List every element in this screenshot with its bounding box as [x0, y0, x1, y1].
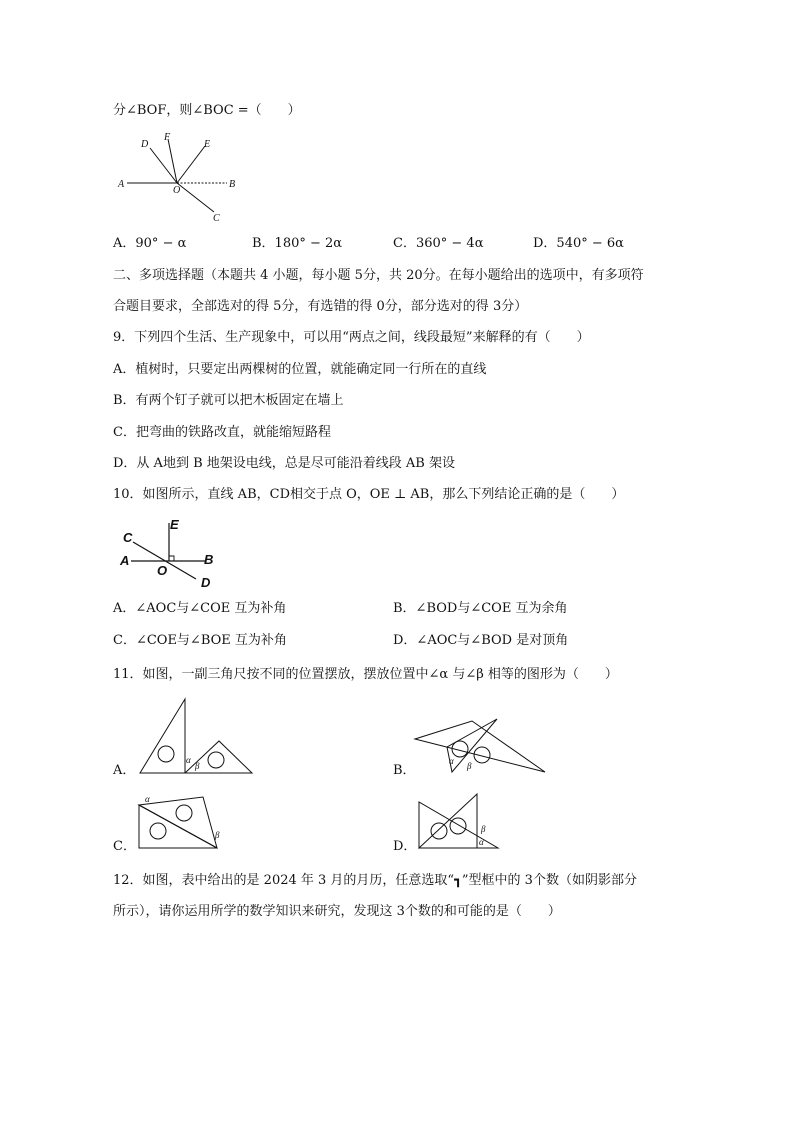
- q9-option-c[interactable]: C．把弯曲的铁路改直，就能缩短路程: [113, 425, 331, 440]
- q8-option-a[interactable]: A．90° − α: [113, 236, 187, 251]
- q10-label-C: C: [123, 530, 133, 545]
- q11-figure-c: [133, 792, 228, 852]
- q10-option-c[interactable]: C．∠COE与∠BOE 互为补角: [113, 633, 287, 648]
- q11-figure-d: [415, 792, 507, 852]
- q8-label-E: E: [204, 139, 211, 150]
- q10-label-E: E: [170, 517, 179, 532]
- section2-heading-line2: 合题目要求，全部选对的得 5分，有选错的得 0分，部分选对的得 3分）: [113, 299, 528, 314]
- q10-option-b[interactable]: B．∠BOD与∠COE 互为余角: [393, 601, 568, 616]
- q9-option-b[interactable]: B．有两个钉子就可以把木板固定在墙上: [113, 393, 344, 408]
- q8-label-D: D: [141, 139, 149, 150]
- q10-label-D: D: [201, 575, 211, 590]
- q8-label-B: B: [229, 179, 236, 190]
- q10-option-a[interactable]: A．∠AOC与∠COE 互为补角: [113, 601, 287, 616]
- q8-label-F: F: [164, 132, 171, 143]
- q11-option-a-label[interactable]: A．: [113, 763, 136, 778]
- q11b-alpha: α: [449, 756, 454, 766]
- q12-stem-line1: 12．如图，表中给出的是 2024 年 3 月的月历，任意选取“┓”型框中的 3个数（如阴影部分: [113, 873, 637, 888]
- q11c-alpha: α: [145, 794, 150, 804]
- q11-figure-b: [412, 717, 550, 777]
- q8-label-O: O: [173, 185, 181, 196]
- q11d-beta: β: [481, 824, 486, 834]
- q11-option-c-label[interactable]: C．: [113, 839, 136, 854]
- q8-label-A: A: [118, 179, 125, 190]
- q10-perpendicular-figure: [115, 515, 225, 593]
- q10-stem: 10．如图所示，直线 AB，CD相交于点 O，OE ⊥ AB，那么下列结论正确的是（ ）: [113, 487, 625, 502]
- q10-label-B: B: [204, 552, 214, 567]
- q11a-alpha: α: [186, 755, 191, 765]
- q10-option-d[interactable]: D．∠AOC与∠BOD 是对顶角: [393, 633, 569, 648]
- q11-figure-a: [135, 697, 255, 777]
- q8-stem-tail: 分∠BOF，则∠BOC =（ ）: [113, 103, 301, 118]
- q11-option-b-label[interactable]: B．: [393, 763, 416, 778]
- q8-option-b[interactable]: B．180° − 2α: [252, 236, 343, 251]
- q11b-beta: β: [467, 761, 472, 771]
- q9-stem: 9．下列四个生活、生产现象中，可以用“两点之间，线段最短”来解释的有（ ）: [113, 330, 590, 345]
- q8-label-C: C: [213, 213, 220, 224]
- q10-label-O: O: [157, 563, 168, 578]
- q11d-alpha: α: [479, 837, 484, 847]
- q11-stem: 11．如图，一副三角尺按不同的位置摆放，摆放位置中∠α 与∠β 相等的图形为（ ）: [113, 667, 618, 682]
- q8-angle-figure: [112, 130, 252, 225]
- q11a-beta: β: [195, 761, 200, 771]
- section2-heading-line1: 二、多项选择题（本题共 4 小题，每小题 5分，共 20分。在每小题给出的选项中，有多项符: [113, 268, 644, 283]
- q8-option-d[interactable]: D．540° − 6α: [533, 236, 624, 251]
- q12-stem-line2: 所示），请你运用所学的数学知识来研究，发现这 3个数的和可能的是（ ）: [113, 904, 561, 919]
- q10-label-A: A: [120, 553, 130, 568]
- q9-option-d[interactable]: D．从 A地到 B 地架设电线，总是尽可能沿着线段 AB 架设: [113, 456, 455, 471]
- q11c-beta: β: [215, 830, 220, 840]
- q8-option-c[interactable]: C．360° − 4α: [393, 236, 484, 251]
- q9-option-a[interactable]: A．植树时，只要定出两棵树的位置，就能确定同一行所在的直线: [113, 362, 487, 377]
- q11-option-d-label[interactable]: D．: [393, 839, 417, 854]
